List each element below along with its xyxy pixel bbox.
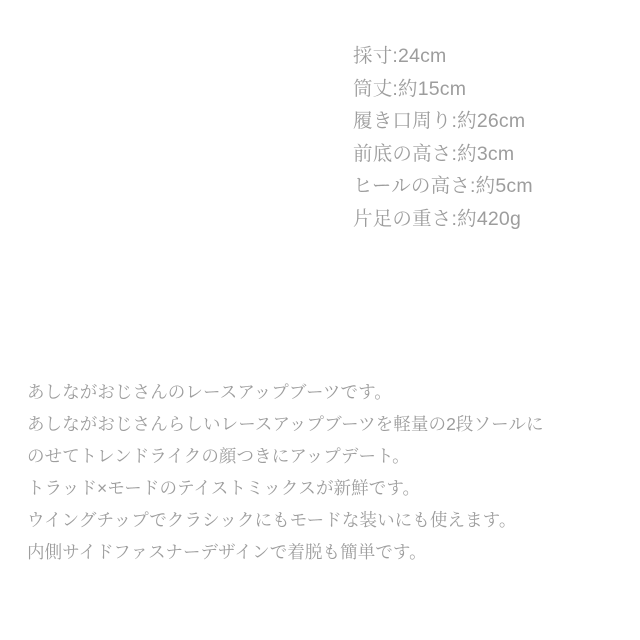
spec-line-measurement: 採寸:24cm [353, 45, 447, 67]
description-line-2: あしながおじさんらしいレースアップブーツを軽量の2段ソールに [27, 414, 544, 434]
description-line-1: あしながおじさんのレースアップブーツです。 [27, 382, 392, 402]
description-block [27, 376, 627, 568]
spec-line-opening-circumference: 履き口周り:約26cm [353, 110, 526, 132]
description-line-4: トラッド×モードのテイストミックスが新鮮です。 [27, 478, 421, 498]
description-line-5: ウイングチップでクラシックにもモードな装いにも使えます。 [27, 510, 517, 530]
spec-line-platform-height: 前底の高さ:約3cm [353, 142, 515, 165]
spec-line-shaft-height: 筒丈:約15cm [353, 77, 467, 100]
spec-line-weight: 片足の重さ:約420g [353, 207, 521, 230]
specifications-block [353, 40, 633, 235]
description-line-6: 内側サイドファスナーデザインで着脱も簡単です。 [27, 542, 427, 562]
description-line-3: のせてトレンドライクの顔つきにアップデート。 [27, 446, 410, 466]
spec-line-heel-height: ヒールの高さ:約5cm [353, 175, 533, 197]
